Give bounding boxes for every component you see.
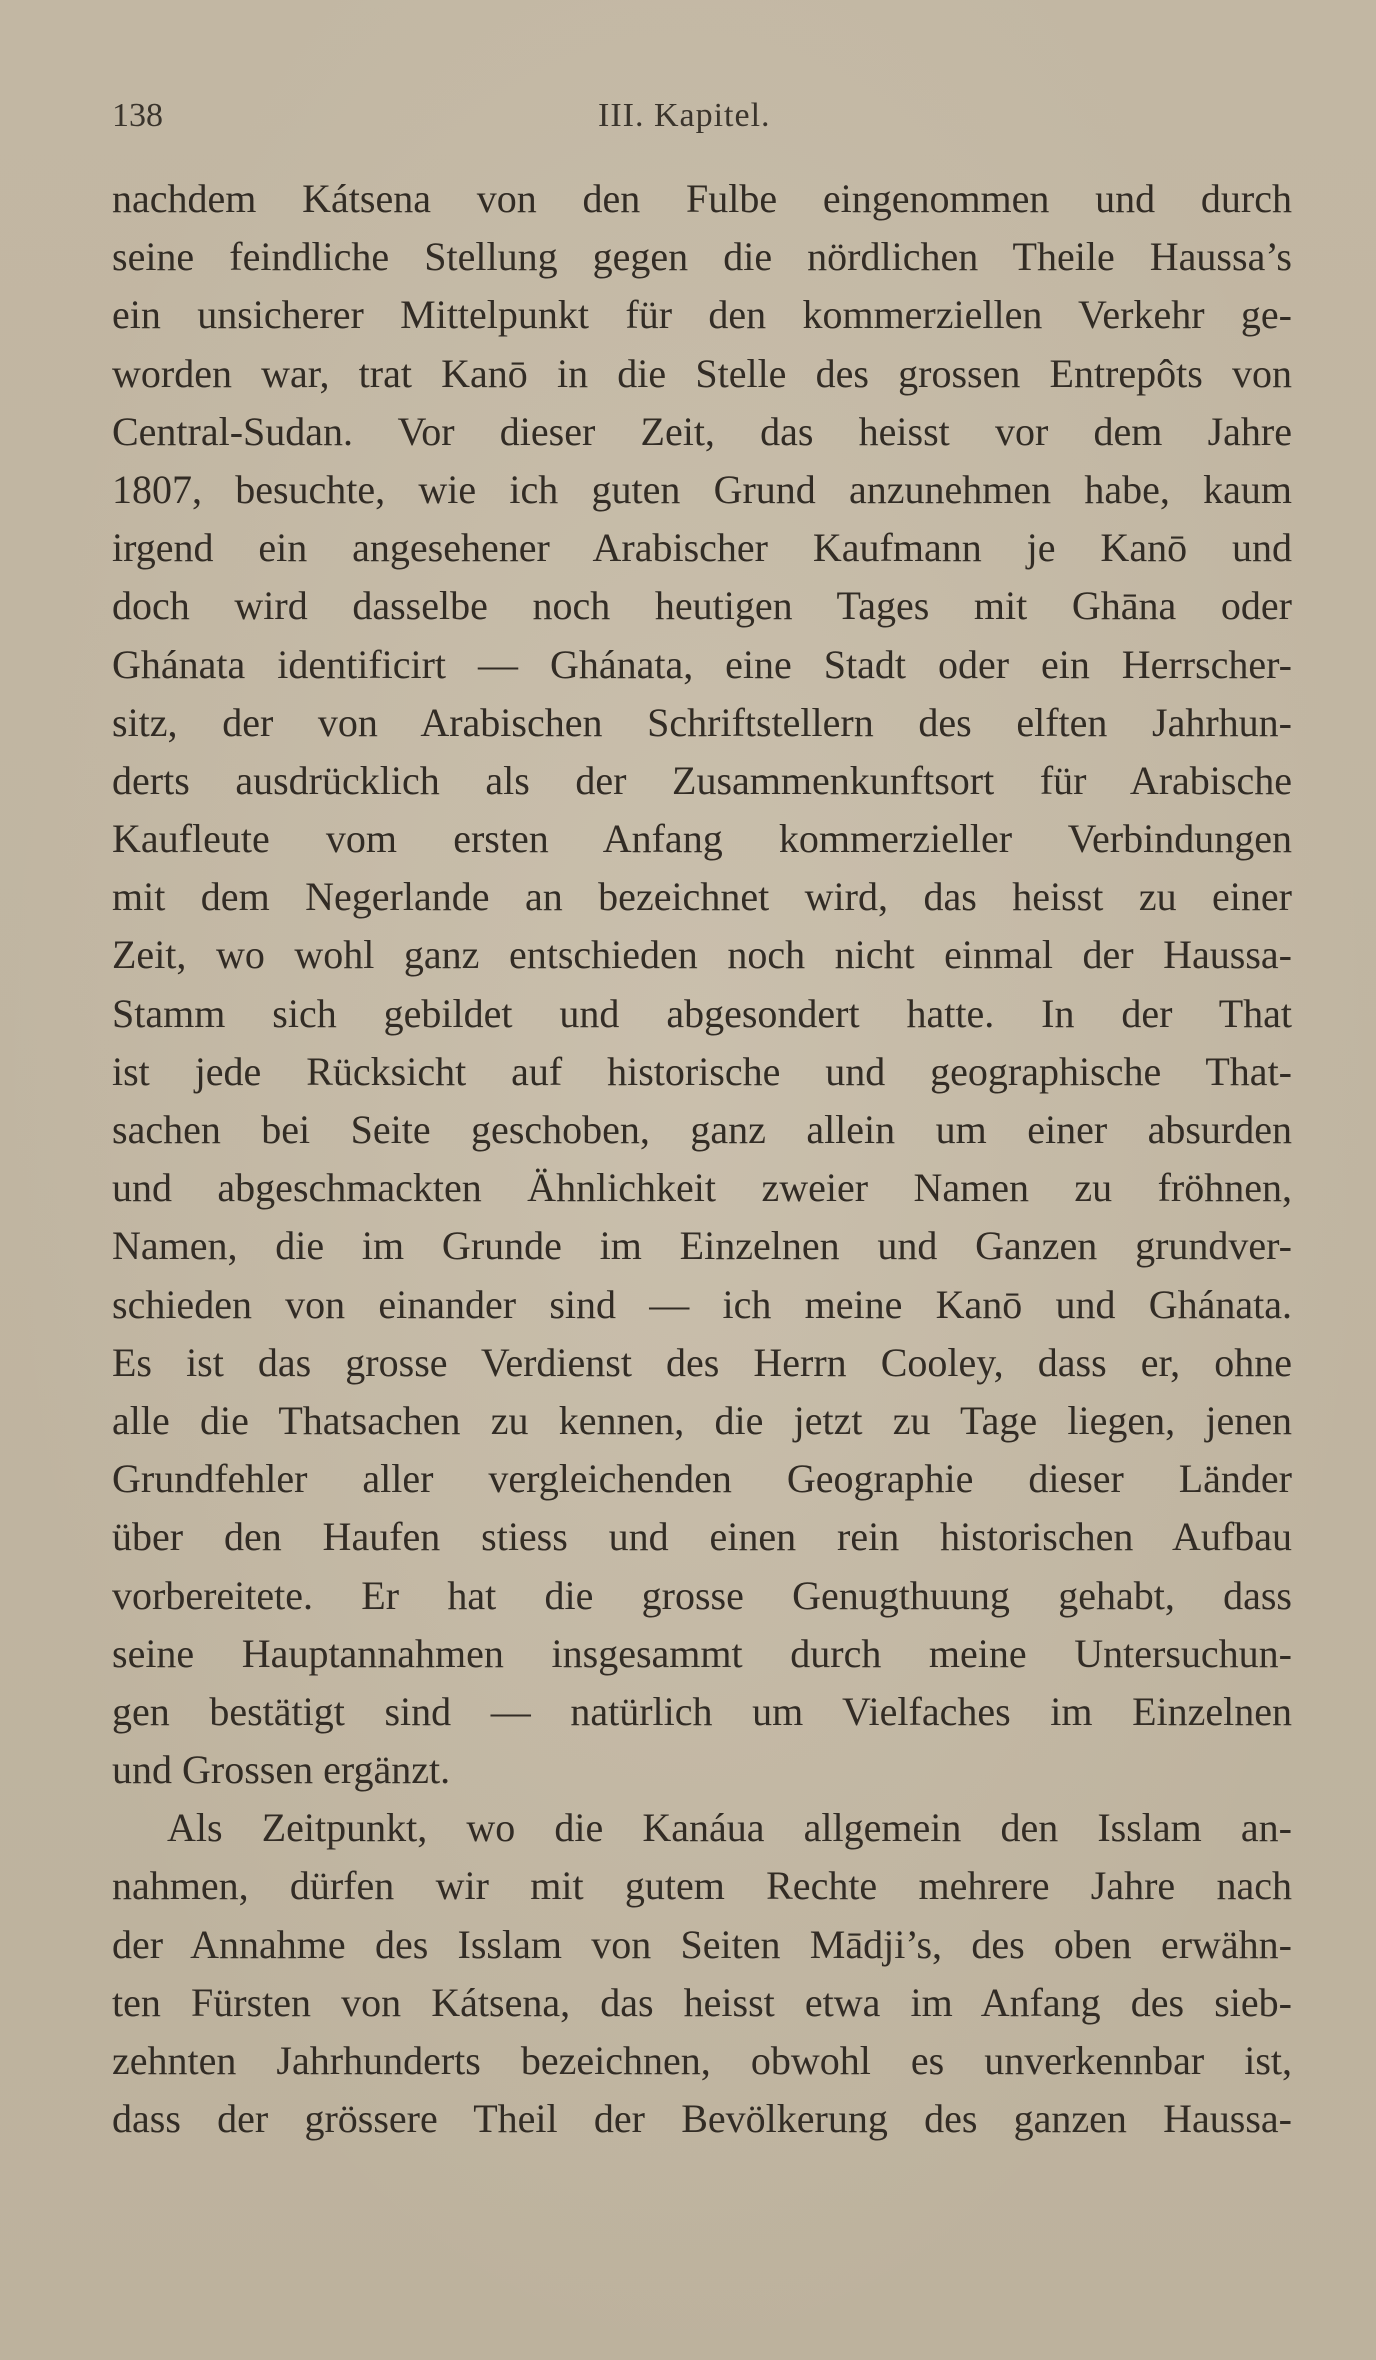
- text-line: Stamm sich gebildet und abgesondert hatte. In der That: [112, 990, 1292, 1036]
- text-line: vorbereitete. Er hat die grosse Genugthuung gehabt, dass: [112, 1572, 1292, 1618]
- text-line: mit dem Negerlande an bezeichnet wird, das heisst zu einer: [112, 874, 1292, 920]
- text-line: Ghánata identificirt — Ghánata, eine Stadt oder ein Herrscher-: [112, 641, 1292, 687]
- text-line: und abgeschmackten Ähnlichkeit zweier Namen zu fröhnen,: [112, 1165, 1292, 1211]
- text-line: sachen bei Seite geschoben, ganz allein um einer absurden: [112, 1107, 1292, 1152]
- text-line: irgend ein angesehener Arabischer Kaufmann je Kanō und: [112, 525, 1292, 571]
- text-line: der Annahme des Isslam von Seiten Mādji’s, des oben erwähn-: [112, 1921, 1292, 1967]
- text-line: seine feindliche Stellung gegen die nördlichen Theile Haussa’s: [112, 234, 1292, 280]
- text-line: ten Fürsten von Kátsena, das heisst etwa im Anfang des sieb-: [112, 1979, 1292, 2025]
- text-line: zehnten Jahrhunderts bezeichnen, obwohl es unverkennbar ist,: [112, 2038, 1292, 2083]
- text-line: Als Zeitpunkt, wo die Kanáua allgemein den Isslam an-: [167, 1805, 1292, 1851]
- text-line: dass der grössere Theil der Bevölkerung des ganzen Haussa-: [112, 2096, 1292, 2142]
- text-line: gen bestätigt sind — natürlich um Vielfaches im Einzelnen: [112, 1688, 1292, 1734]
- text-line: doch wird dasselbe noch heutigen Tages mit Ghāna oder: [112, 583, 1292, 629]
- text-line: Kaufleute vom ersten Anfang kommerzieller Verbindungen: [112, 816, 1292, 862]
- text-line: worden war, trat Kanō in die Stelle des grossen Entrepôts von: [112, 350, 1292, 396]
- text-line: seine Hauptannahmen insgesammt durch meine Untersuchun-: [112, 1630, 1292, 1676]
- text-line: derts ausdrücklich als der Zusammenkunftsort für Arabische: [112, 757, 1292, 803]
- text-line: und Grossen ergänzt.: [112, 1747, 451, 1793]
- text-line: Grundfehler aller vergleichenden Geographie dieser Länder: [112, 1456, 1292, 1502]
- text-line: alle die Thatsachen zu kennen, die jetzt zu Tage liegen, jenen: [112, 1397, 1292, 1443]
- page-number: 138: [112, 97, 163, 134]
- body-text: [112, 170, 1292, 2148]
- text-line: Namen, die im Grunde im Einzelnen und Ganzen grundver-: [112, 1223, 1292, 1269]
- text-line: ein unsicherer Mittelpunkt für den kommerziellen Verkehr ge-: [112, 292, 1292, 338]
- text-line: Es ist das grosse Verdienst des Herrn Cooley, dass er, ohne: [112, 1339, 1292, 1385]
- text-line: schieden von einander sind — ich meine Kanō und Ghánata.: [112, 1281, 1292, 1327]
- running-head: III. Kapitel.: [598, 97, 771, 134]
- text-line: Central-Sudan. Vor dieser Zeit, das heisst vor dem Jahre: [112, 408, 1292, 454]
- text-line: ist jede Rücksicht auf historische und geographische That-: [112, 1048, 1292, 1094]
- text-line: 1807, besuchte, wie ich guten Grund anzunehmen habe, kaum: [112, 466, 1292, 512]
- text-line: nachdem Kátsena von den Fulbe eingenommen und durch: [112, 176, 1292, 221]
- text-line: nahmen, dürfen wir mit gutem Rechte mehrere Jahre nach: [112, 1863, 1292, 1909]
- text-line: Zeit, wo wohl ganz entschieden noch nicht einmal der Haussa-: [112, 932, 1292, 978]
- page-header: [112, 94, 1292, 138]
- text-line: über den Haufen stiess und einen rein historischen Aufbau: [112, 1514, 1292, 1560]
- text-line: sitz, der von Arabischen Schriftstellern des elften Jahrhun-: [112, 699, 1292, 745]
